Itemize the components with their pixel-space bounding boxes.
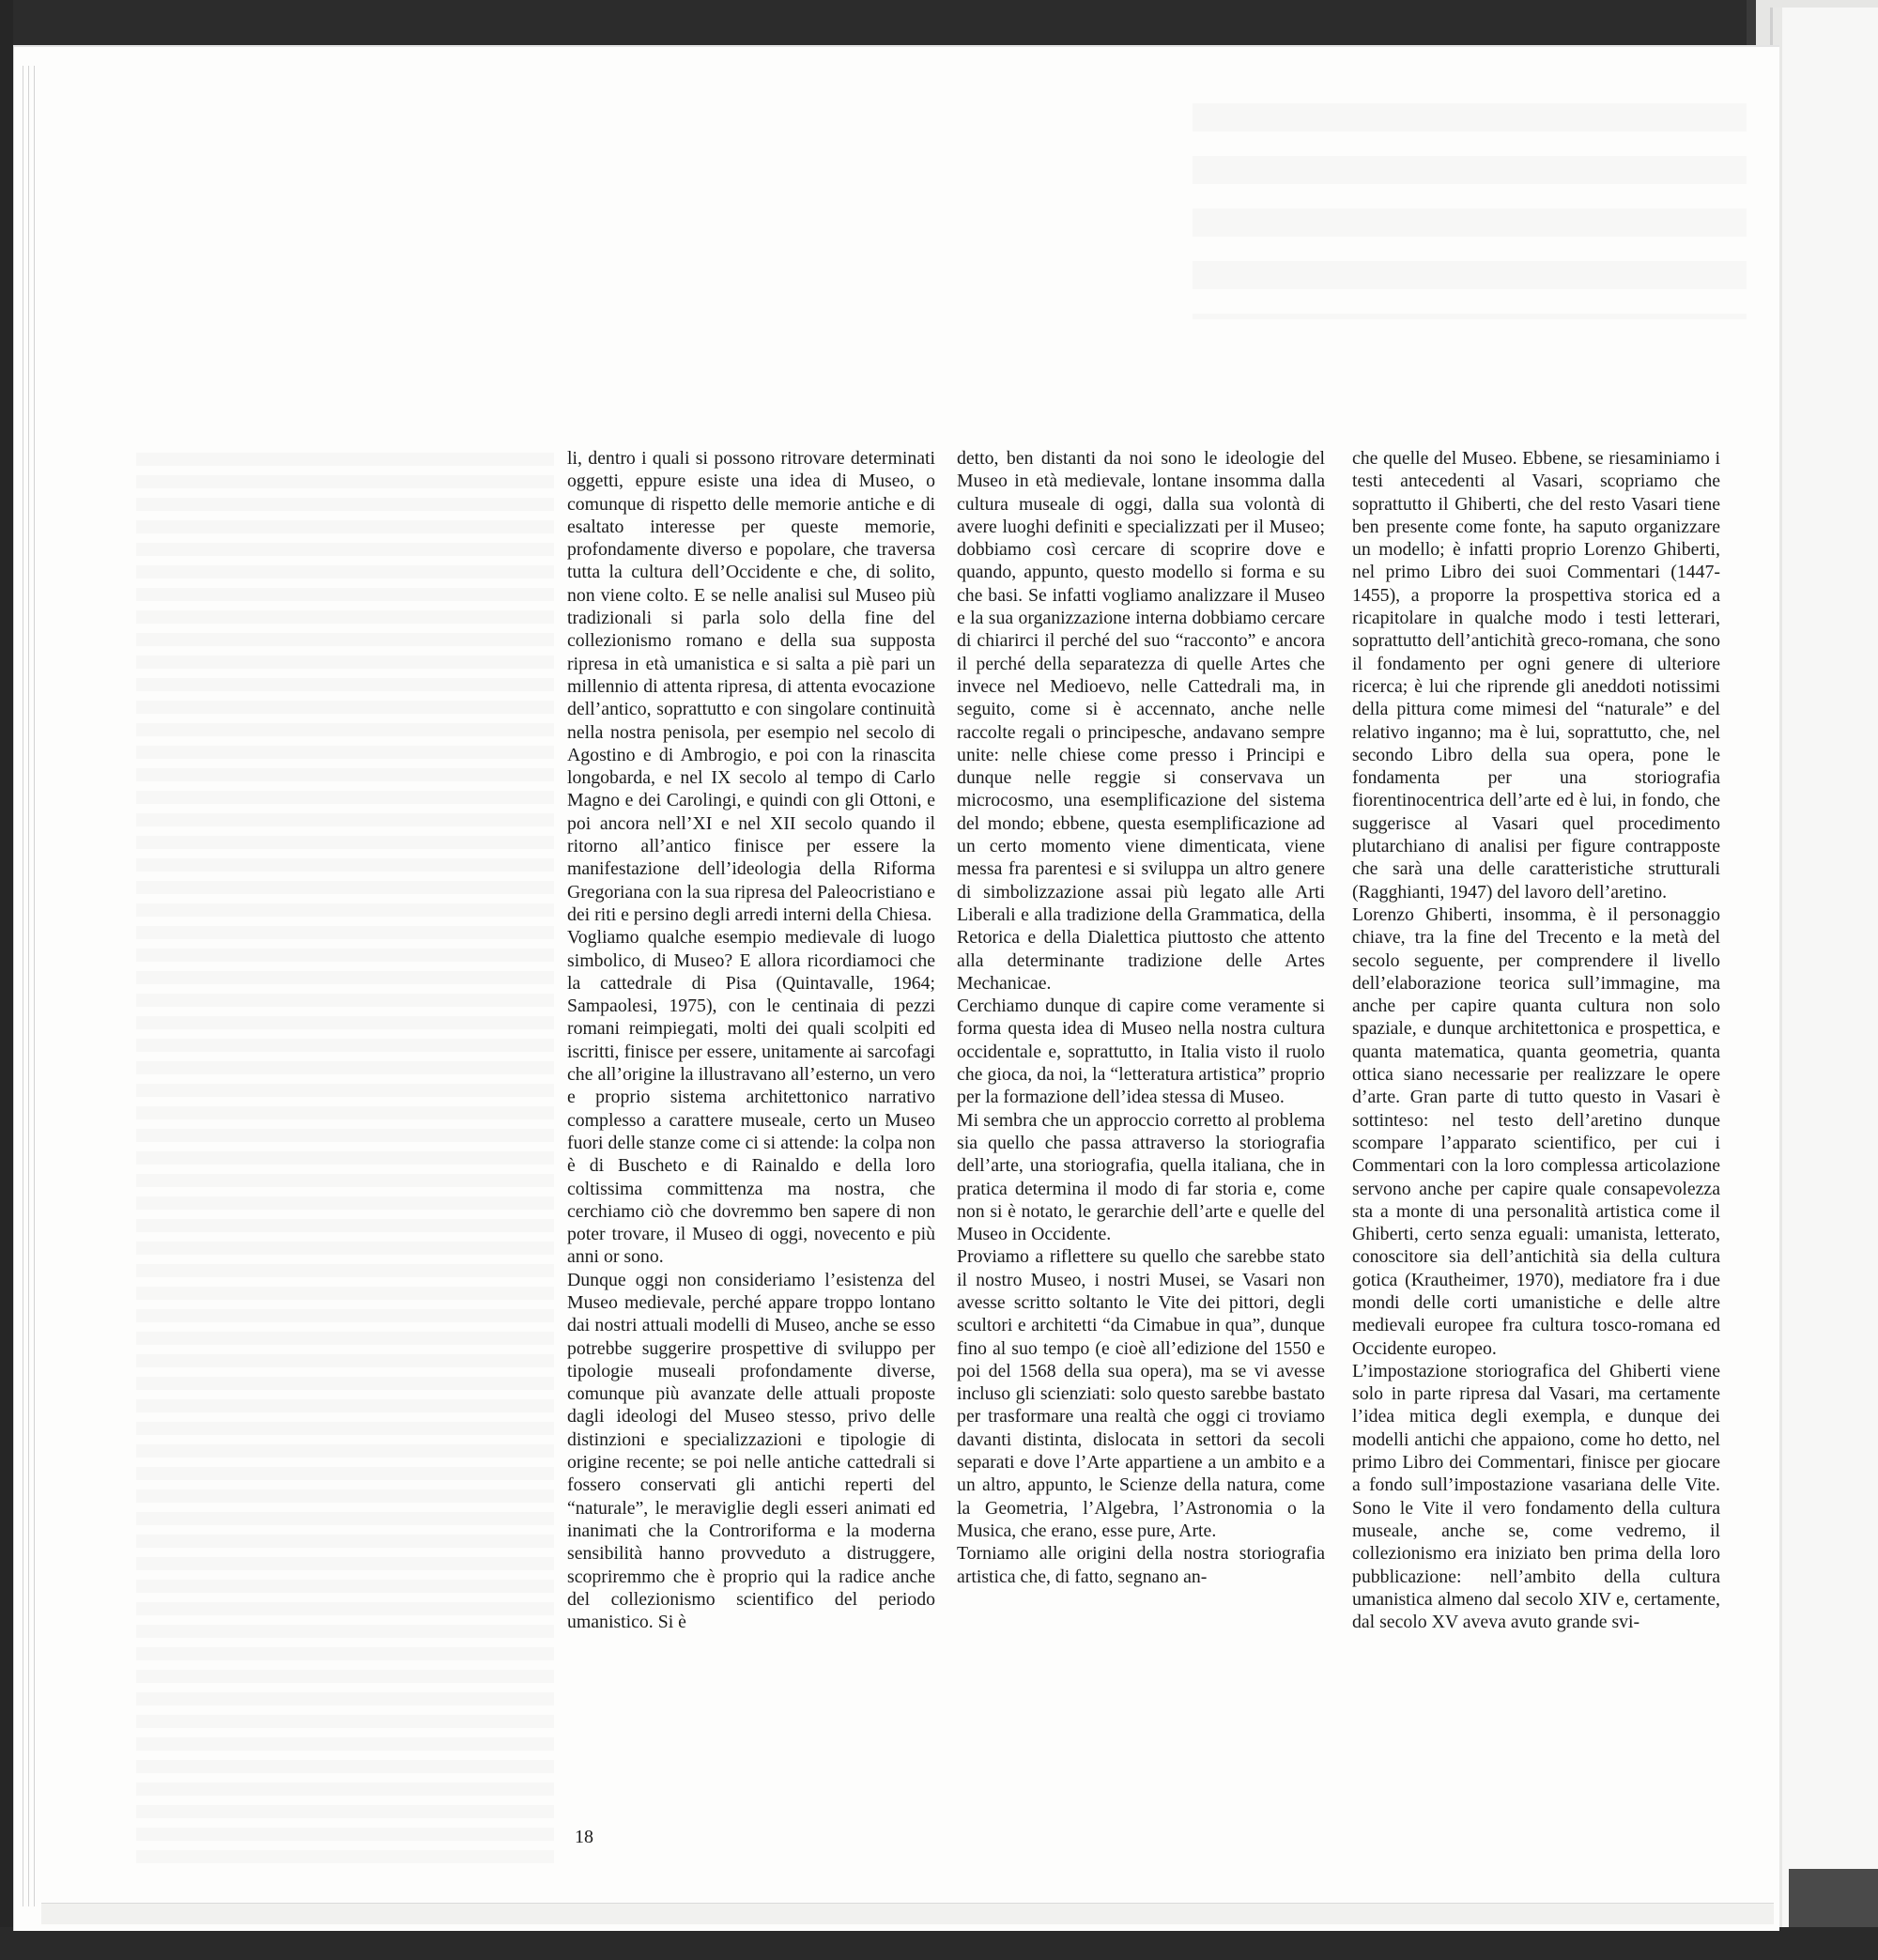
scan-background-bottom [0, 1927, 1878, 1960]
paragraph: Cerchiamo dunque di capire come veramente si forma questa idea di Museo nella nostra cultura occidentale e, soprattutto, in Italia visto il ruolo che gioca, da noi, la “letteratura artistica” proprio per la formazione dell’idea stessa di Museo. [957, 995, 1325, 1108]
book-spine-corner [1789, 1869, 1878, 1927]
page-edge-line [28, 66, 29, 1906]
paragraph: Lorenzo Ghiberti, insomma, è il personaggio chiave, tra la fine del Trecento e la metà del secolo seguente, per comprendere il livello dell’elaborazione teorica sull’immagine, ma anche per capire quanta cultura non solo spaziale, e dunque architettonica e prospettica, e quanta matematica, quanta geometria, quanta ottica siano necessarie per realizzare le opere d’arte. Gran parte di tutto questo in Vasari è sottinteso: nel testo dell’aretino dunque scompare l’apparato scientifico, per cui i Commentari con la loro complessa articolazione servono anche per capire quale consapevolezza sta a monte di una personalità artistica come il Ghiberti, certo senza eguali: umanista, letterato, conoscitore sia dell’antichità sia della cultura gotica (Krautheimer, 1970), mediatore fra i due mondi delle corti umanistiche e delle altre medievali europee fra cultura tosco-romana ed Occidente europeo. [1352, 903, 1720, 1359]
paragraph: detto, ben distanti da noi sono le ideologie del Museo in età medievale, lontane insomma dalla cultura museale di oggi, dalla sua volontà di avere luoghi definiti e specializzati per il Museo; dobbiamo così cercare di scoprire dove e quando, appunto, questo modello si forma e su che basi. Se infatti vogliamo analizzare il Museo e la sua organizzazione interna dobbiamo cercare di chiarirci il perché del suo “racconto” e ancora il perché della separatezza di quelle Artes che invece nel Medioevo, nelle Cattedrali ma, in seguito, come si è accennato, anche nelle raccolte regali o principesche, andavano sempre unite: nelle chiese come presso i Principi e dunque nelle reggie si conservava un microcosmo, una esemplificazione del sistema del mondo; ebbene, questa esemplificazione ad un certo momento viene dimenticata, viene messa fra parentesi e si sviluppa un altro genere di simbolizzazione assai più legato alle Arti Liberali e alla tradizione della Grammatica, della Retorica e della Dialettica piuttosto che attento alla determinante tradizione delle Artes Mechanicae. [957, 448, 1325, 994]
bleed-through-text-left [136, 453, 554, 1871]
bleed-through-text-top [1193, 103, 1747, 319]
text-column-2 [957, 447, 1325, 1588]
page-stack-edge [41, 1903, 1774, 1924]
paragraph: li, dentro i quali si possono ritrovare determinati oggetti, eppure esiste una idea di Museo, o comunque di rispetto delle memorie antiche e di esaltato interesse per queste memorie, profondamente diverso e popolare, che traversa tutta la cultura dell’Occidente e che, di solito, non viene colto. E se nelle analisi sul Museo più tradizionali si parla solo della fine del collezionismo romano e della sua supposta ripresa in età umanistica e si salta a piè pari un millennio di attenta ripresa, di attenta evocazione dell’antico, soprattutto e con singolare continuità nella nostra penisola, per esempio nel secolo di Agostino e di Ambrogio, e poi con la rinascita longobarda, e nel IX secolo al tempo di Carlo Magno e dei Carolingi, e quindi con gli Ottoni, e poi ancora nell’XI e nel XII secolo quando il ritorno all’antico finisce per essere la manifestazione dell’ideologia della Riforma Gregoriana con la sua ripresa del Paleocristiano e dei riti e persino degli arredi interni della Chiesa. [567, 448, 935, 925]
scan-background-left [0, 0, 13, 1960]
paragraph: L’impostazione storiografica del Ghiberti viene solo in parte ripresa dal Vasari, ma certamente l’idea mitica degli exempla, e dunque dei modelli antichi che appaiono, come ho detto, nel primo Libro dei Commentari, finisce per giocare a fondo sull’impostazione vasariana delle Vite. Sono le Vite il vero fondamento della cultura museale, anche se, come vedremo, il collezionismo era iniziato ben prima della loro pubblicazione: nell’ambito della cultura umanistica almeno dal secolo XIV e, certamente, dal secolo XV aveva avuto grande svi- [1352, 1360, 1720, 1633]
paragraph: Mi sembra che un approccio corretto al problema sia quello che passa attraverso la storiografia dell’arte, una storiografia, quella italiana, che in pratica determina il modo di far storia e, come non si è notato, le gerarchie dell’arte e quelle del Museo in Occidente. [957, 1109, 1325, 1245]
text-column-1 [567, 447, 935, 1633]
page-number: 18 [575, 1827, 593, 1847]
paragraph: Torniamo alle origini della nostra storiografia artistica che, di fatto, segnano an- [957, 1543, 1325, 1587]
paragraph: Dunque oggi non consideriamo l’esistenza del Museo medievale, perché appare troppo lontano dai nostri attuali modelli di Museo, anche se esso potrebbe suggerire prospettive di sviluppo per tipologie museali profondamente diverse, comunque più avanzate delle attuali proposte dagli ideologi del Museo stesso, privo delle distinzioni e specializzazioni e tipologie di origine recente; se poi nelle antiche cattedrali si fossero conservati gli antichi reperti del “naturale”, le meraviglie degli esseri animati ed inanimati che la Controriforma e la moderna sensibilità hanno provveduto a distruggere, scopriremmo che è proprio qui la radice anche del collezionismo scientifico del periodo umanistico. Si è [567, 1269, 935, 1633]
text-column-3 [1352, 447, 1720, 1633]
paragraph: Vogliamo qualche esempio medievale di luogo simbolico, di Museo? E allora ricordiamoci che la cattedrale di Pisa (Quintavalle, 1964; Sampaolesi, 1975), con le centinaia di pezzi romani reimpiegati, molti dei quali scolpiti ed iscritti, finisce per essere, unitamente ai sarcofagi che all’origine la illustravano all’esterno, un vero e proprio sistema architettonico narrativo complesso a carattere museale, certo un Museo fuori delle stanze come ci si attende: la colpa non è di Buscheto e di Rainaldo e della loro coltissima committenza ma nostra, che cerchiamo ciò che dovremmo ben sapere di non poter trovare, il Museo di oggi, novecento e più anni or sono. [567, 927, 935, 1268]
paragraph: Proviamo a riflettere su quello che sarebbe stato il nostro Museo, i nostri Musei, se Vasari non avesse scritto soltanto le Vite dei pittori, degli scultori e architetti “da Cimabue in qua”, dunque fino al suo tempo (e cioè all’edizione del 1550 e poi del 1568 della sua opera), ma se vi avesse incluso gli scienziati: solo questo sarebbe bastato per trasformare una realtà che oggi ci troviamo davanti distinta, dislocata in settori da secoli separati e dove l’Arte appartiene a un ambito e a un altro, appunto, le Scienze della natura, come la Geometria, l’Algebra, l’Astronomia o la Musica, che erano, esse pure, Arte. [957, 1246, 1325, 1541]
page-edge-line [34, 66, 35, 1906]
book-spine [1770, 8, 1878, 1927]
paragraph: che quelle del Museo. Ebbene, se riesaminiamo i testi antecedenti al Vasari, scopriamo che soprattutto il Ghiberti, che del resto Vasari tiene ben presente come fonte, ha saputo organizzare un modello; è infatti proprio Lorenzo Ghiberti, nel primo Libro dei suoi Commentari (1447-1455), a proporre la prospettiva storica ed a ricapitolare in qualche modo i testi letterari, soprattutto dell’antichità greco-romana, che sono il fondamento per ogni genere di ulteriore ricerca; è lui che riprende gli aneddoti notissimi della pittura come mimesi del “naturale” e del relativo inganno; ma è lui, soprattutto, che, nel secondo Libro della sua opera, pone le fondamenta per una storiografia fiorentinocentrica dell’arte ed è lui, in fondo, che suggerisce al Vasari quel procedimento plutarchiano di analisi per figure contrapposte che sarà una delle caratteristiche strutturali (Ragghianti, 1947) del lavoro dell’aretino. [1352, 448, 1720, 903]
